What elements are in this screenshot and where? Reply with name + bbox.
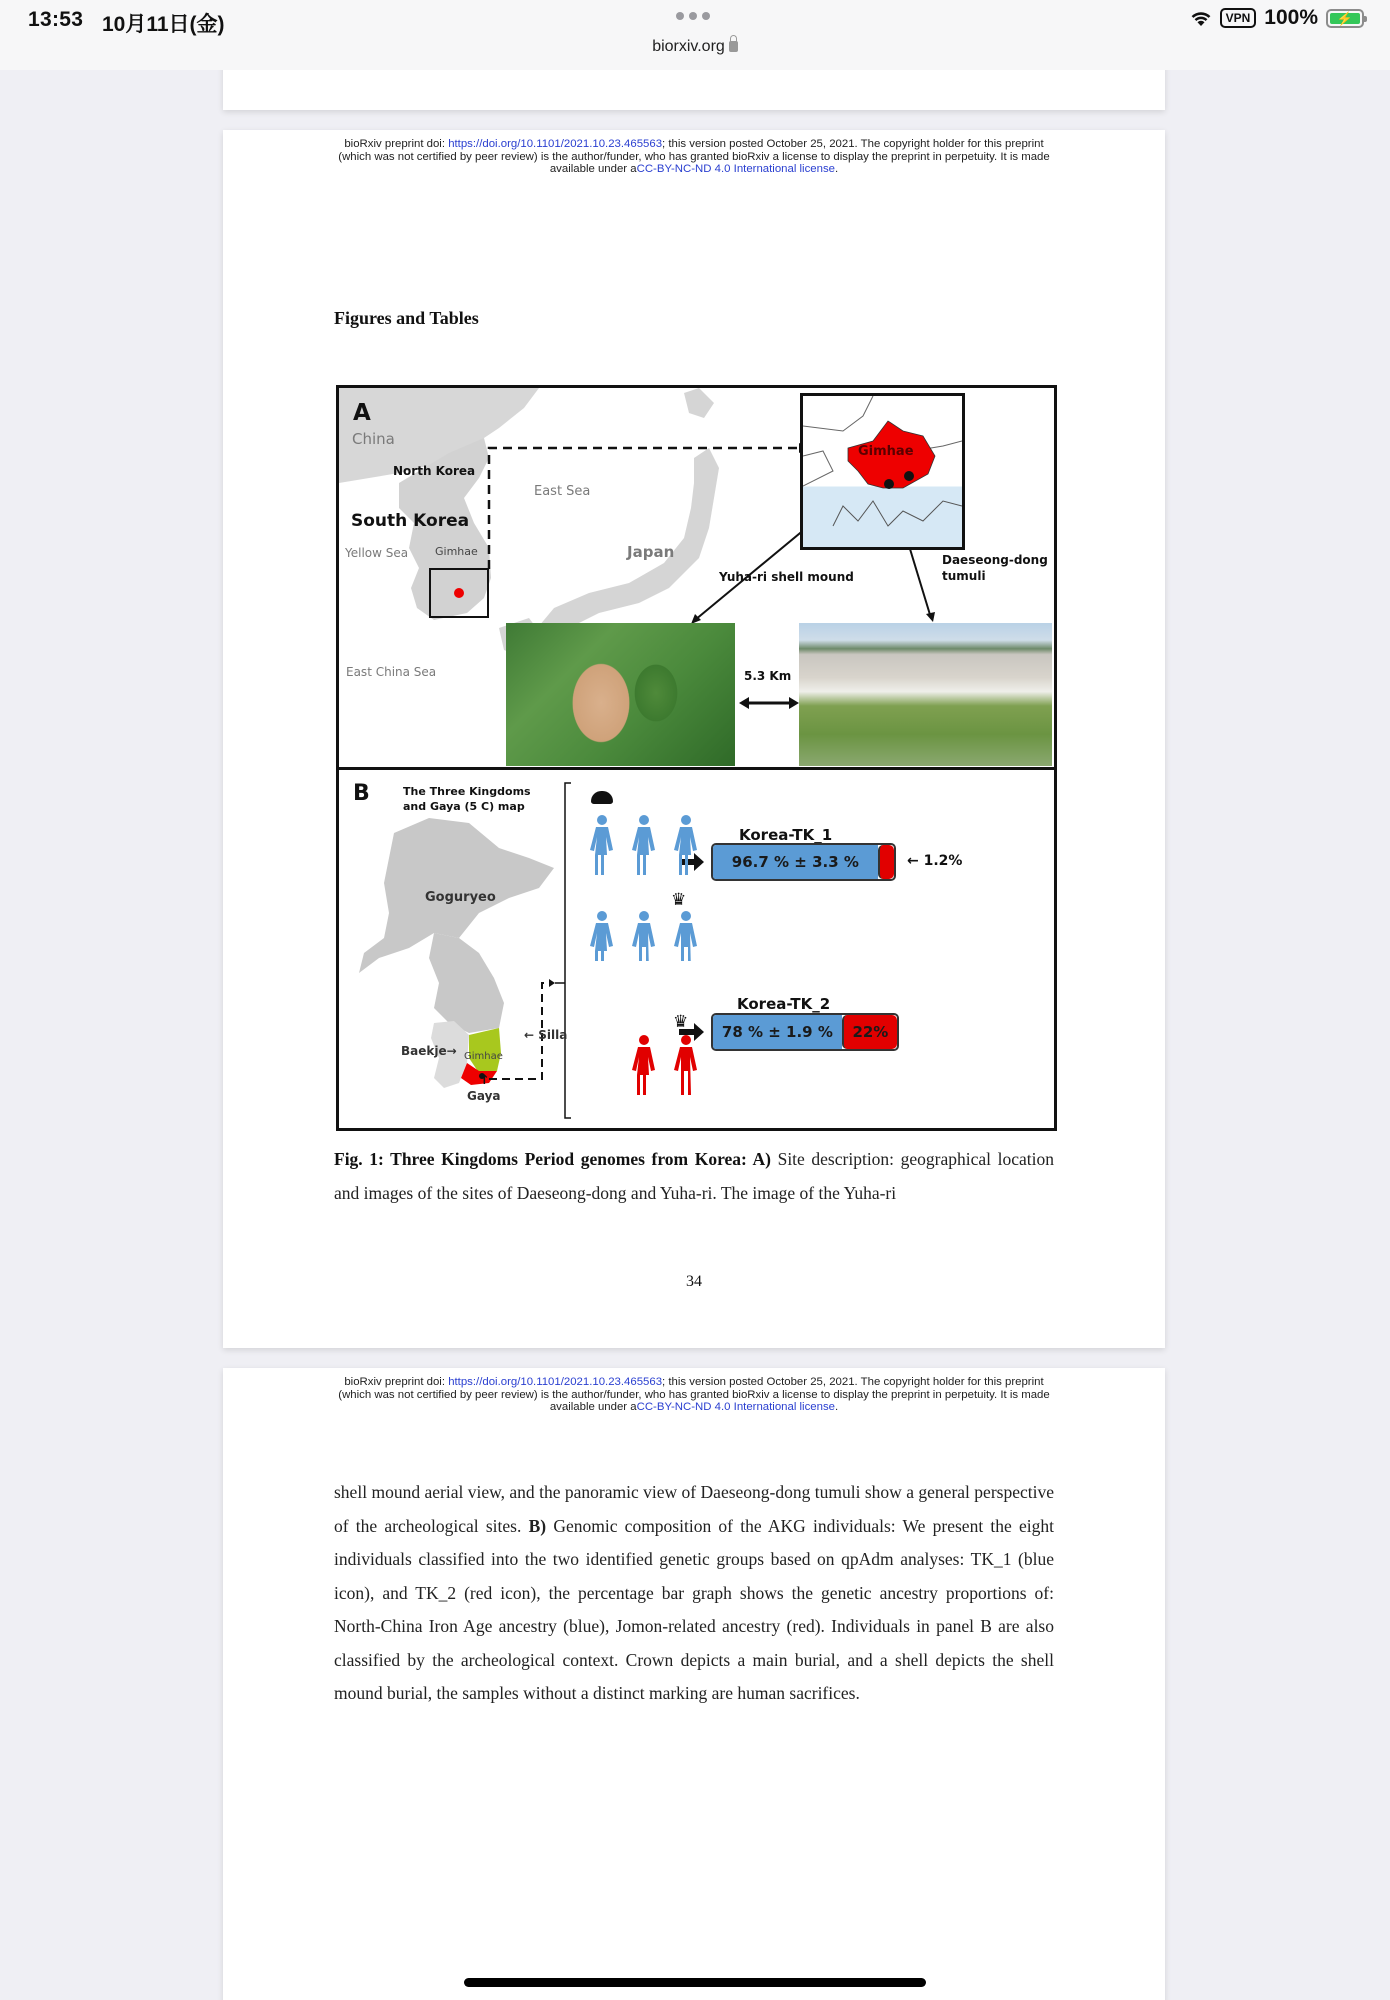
wifi-icon xyxy=(1190,10,1212,27)
figure-1 xyxy=(336,385,1057,1131)
goguryeo-label: Goguryeo xyxy=(425,890,496,905)
blue-person-icons xyxy=(589,791,699,961)
yuhari-aerial-photo xyxy=(506,623,735,766)
gimhae-small-label: Gimhae xyxy=(435,545,478,558)
gaya-arrow: ↑ xyxy=(479,1073,490,1088)
daeseong-label-2: tumuli xyxy=(942,569,986,583)
gimhae-b-label: Gimhae xyxy=(464,1051,503,1062)
red-person-icons xyxy=(631,1021,701,1101)
battery-charging-icon: ⚡ xyxy=(1326,9,1364,28)
tk1-title: Korea-TK_1 xyxy=(739,826,833,844)
tk1-red-segment xyxy=(878,845,894,879)
clock: 13:53 xyxy=(28,8,84,31)
section-title: Figures and Tables xyxy=(334,308,479,328)
date: 10月11日(金) xyxy=(102,13,225,36)
preprint-notice: bioRxiv preprint doi: https://doi.org/10.1101/2021.10.23.465563; this version posted October 25, 2021. The copyright holder for this preprint (which was not certified by peer review) is the author/funder, who has granted bioRxiv a license to display the preprint in perpetuity. It is made available under aCC-BY-NC-ND 4.0 International license. xyxy=(338,1376,1050,1413)
silla-label: ← Silla xyxy=(524,1028,568,1042)
crown-icon: ♛ xyxy=(671,890,687,909)
ellipsis-icon[interactable] xyxy=(676,12,710,20)
url-text: biorxiv.org xyxy=(652,38,725,55)
doi-link[interactable]: https://doi.org/10.1101/2021.10.23.465563 xyxy=(448,138,663,150)
doi-link[interactable]: https://doi.org/10.1101/2021.10.23.465563 xyxy=(448,1376,663,1388)
gaya-label: Gaya xyxy=(467,1089,501,1103)
yellow-sea-label: Yellow Sea xyxy=(345,546,409,560)
status-icons xyxy=(1190,6,1364,30)
east-sea-label: East Sea xyxy=(534,484,591,499)
daeseong-label-1: Daeseong-dong xyxy=(942,553,1048,567)
map-title-1: The Three Kingdoms xyxy=(403,785,531,798)
tk1-individuals xyxy=(589,791,699,961)
tk2-ancestry-bar xyxy=(711,1013,899,1051)
page-number: 34 xyxy=(686,1273,702,1290)
map-title-2: and Gaya (5 C) map xyxy=(403,800,525,813)
status-bar xyxy=(0,0,1390,70)
baekje-label: Baekje→ xyxy=(401,1044,457,1058)
tk2-individuals xyxy=(631,1012,701,1101)
daeseong-panorama-photo xyxy=(799,623,1052,766)
tk2-title: Korea-TK_2 xyxy=(737,995,831,1013)
tk1-red-label: ← 1.2% xyxy=(907,853,963,869)
tk1-blue-segment: 96.7 % ± 3.3 % xyxy=(713,845,878,879)
gimhae-inset-map xyxy=(800,393,965,550)
license-link[interactable]: CC-BY-NC-ND 4.0 International license xyxy=(636,1401,835,1413)
panel-a xyxy=(339,388,1054,770)
lock-icon xyxy=(729,41,738,52)
panel-a-label: A xyxy=(353,400,371,426)
vpn-badge: VPN xyxy=(1220,8,1257,28)
east-china-sea-label: East China Sea xyxy=(346,665,437,679)
pdf-page-34 xyxy=(223,130,1165,1348)
pdf-page-35 xyxy=(223,1368,1165,2000)
yuhari-label: Yuha-ri shell mound xyxy=(719,570,854,584)
preprint-notice: bioRxiv preprint doi: https://doi.org/10.1101/2021.10.23.465563; this version posted October 25, 2021. The copyright holder for this preprint (which was not certified by peer review) is the author/funder, who has granted bioRxiv a license to display the preprint in perpetuity. It is made available under aCC-BY-NC-ND 4.0 International license. xyxy=(338,138,1050,175)
battery-percent: 100% xyxy=(1264,6,1318,29)
tk2-red-segment: 22% xyxy=(842,1015,897,1049)
china-label: China xyxy=(352,430,395,448)
south-korea-label: South Korea xyxy=(351,511,470,531)
tk2-blue-segment: 78 % ± 1.9 % xyxy=(713,1015,842,1049)
shell-icon xyxy=(591,791,613,804)
panel-b-label: B xyxy=(353,781,370,806)
address-bar[interactable] xyxy=(0,38,1390,56)
figure-caption: Fig. 1: Three Kingdoms Period genomes from Korea: A) Site description: geographical location and images of the sites of Daeseong-dong and Yuha-ri. The image of the Yuha-ri xyxy=(334,1149,1054,1203)
japan-label: Japan xyxy=(627,543,675,561)
caption-continued: shell mound aerial view, and the panoramic view of Daeseong-dong tumuli show a general perspective of the archeological sites. B) Genomic composition of the AKG individuals: We present the eight individuals classified into the two identified genetic groups based on qpAdm analyses: TK_1 (blue icon), and TK_2 (red icon), the percentage bar graph shows the genetic ancestry proportions of: North-China Iron Age ancestry (blue), Jomon-related ancestry (red). Individuals in panel B are also classified by the archeological context. Crown depicts a main burial, and a shell depicts the shell mound burial, the samples without a distinct marking are human sacrifices. xyxy=(334,1482,1054,1703)
panel-b xyxy=(339,773,1054,1128)
home-indicator[interactable] xyxy=(464,1978,926,1987)
crown-icon: ♛ xyxy=(673,1012,689,1031)
caption-fig-label: Fig. 1: Three Kingdoms Period genomes from Korea: A) xyxy=(334,1149,771,1169)
north-korea-label: North Korea xyxy=(393,464,476,478)
distance-label: 5.3 Km xyxy=(744,669,792,683)
tk1-ancestry-bar xyxy=(711,843,896,881)
inset-gimhae-label: Gimhae xyxy=(858,444,914,459)
license-link[interactable]: CC-BY-NC-ND 4.0 International license xyxy=(636,163,835,175)
